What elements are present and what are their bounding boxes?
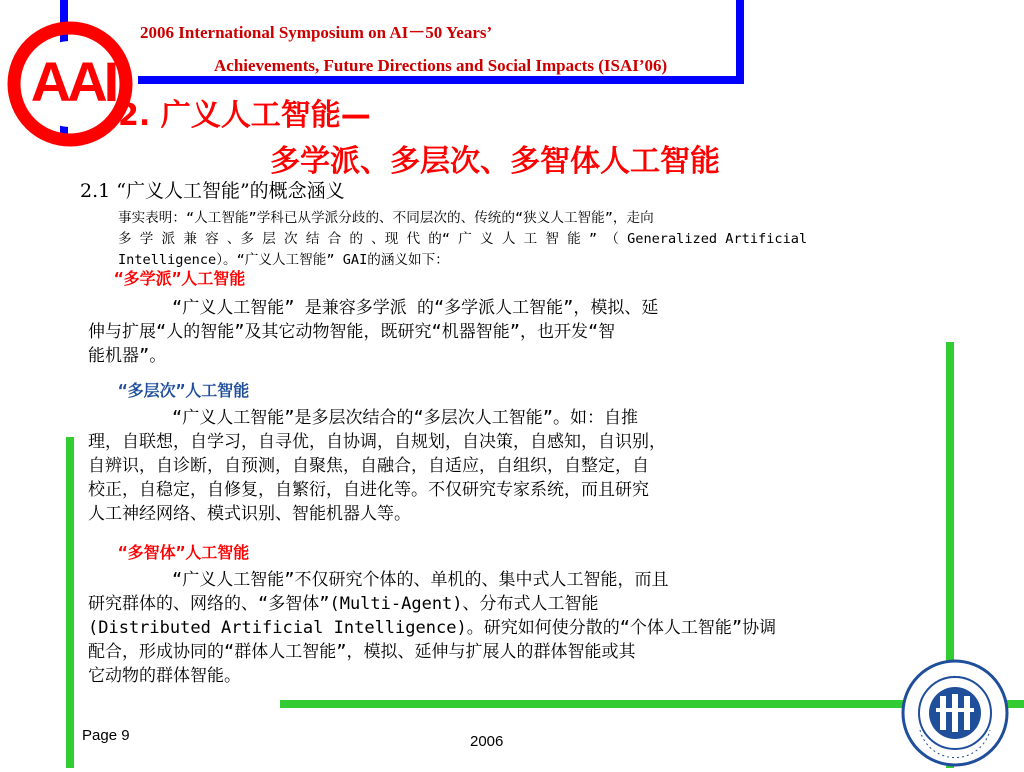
topic-heading-multi-agent: “多智体”人工智能 (118, 543, 250, 562)
body-line: 配合，形成协同的“群体人工智能”，模拟、延伸与扩展人的群体智能或其 (88, 642, 636, 662)
body-line: “广义人工智能”不仅研究个体的、单机的、集中式人工智能，而且 (172, 570, 669, 590)
header-line2: Achievements, Future Directions and Social Impacts (ISAI’06) (214, 56, 668, 75)
aai-logo (6, 20, 136, 148)
topic-body-multi-agent (88, 568, 948, 688)
body-line: (Distributed Artificial Intelligence)。研究如何使分散的“个体人工智能”协调 (88, 618, 777, 638)
body-line: “广义人工智能” 是兼容多学派 的“多学派人工智能”，模拟、延 (172, 298, 659, 318)
intro-paragraph (118, 208, 948, 271)
topic-body-multi-school (88, 296, 948, 368)
section-heading: 2.1 “广义人工智能”的概念涵义 (80, 180, 345, 202)
intro-line: 事实表明：“人工智能”学科已从学派分歧的、不同层次的、传统的“狭义人工智能”，走向 (118, 210, 654, 226)
page-title-line2: 多学派、多层次、多智体人工智能 (270, 144, 720, 179)
body-line: 自辨识，自诊断，自预测，自聚焦，自融合，自适应，自组织，自整定，自 (88, 456, 649, 476)
intro-line: Intelligence）。“广义人工智能” GAI的涵义如下： (118, 252, 449, 268)
topic-body-multi-level (88, 406, 948, 526)
body-line: 校正，自稳定，自修复，自繁衍，自进化等。不仅研究专家系统，而且研究 (88, 480, 649, 500)
header-line1: 2006 International Symposium on AI－50 Years’ (140, 23, 493, 42)
frame-bar-right (736, 0, 744, 84)
body-line: “广义人工智能”是多层次结合的“多层次人工智能”。如：自推 (172, 408, 638, 428)
frame-bar-left-vertical (66, 437, 74, 768)
body-line: 伸与扩展“人的智能”及其它动物智能，既研究“机器智能”，也开发“智 (88, 322, 616, 342)
body-line: 研究群体的、网络的、“多智体”(Multi-Agent)、分布式人工智能 (88, 594, 599, 614)
body-line: 它动物的群体智能。 (88, 666, 241, 686)
page-number: Page 9 (82, 727, 130, 744)
body-line: 能机器”。 (88, 346, 167, 366)
body-line: 理，自联想，自学习，自寻优，自协调，自规划，自决策，自感知，自识别， (88, 432, 666, 452)
frame-bar-top-horizontal (138, 76, 744, 84)
topic-heading-multi-school: “多学派”人工智能 (114, 269, 246, 288)
topic-heading-multi-level: “多层次”人工智能 (118, 381, 250, 400)
page-title-line1: 2. 广义人工智能— (118, 98, 371, 133)
logo-text: AAI (30, 50, 116, 113)
footer-year: 2006 (470, 733, 504, 750)
university-seal-icon (900, 658, 1010, 768)
intro-line: 多 学 派 兼 容 、多 层 次 结 合 的 、现 代 的“ 广 义 人 工 智 能 ” （ Generalized Artificial (118, 231, 808, 247)
body-line: 人工神经网络、模式识别、智能机器人等。 (88, 504, 411, 524)
